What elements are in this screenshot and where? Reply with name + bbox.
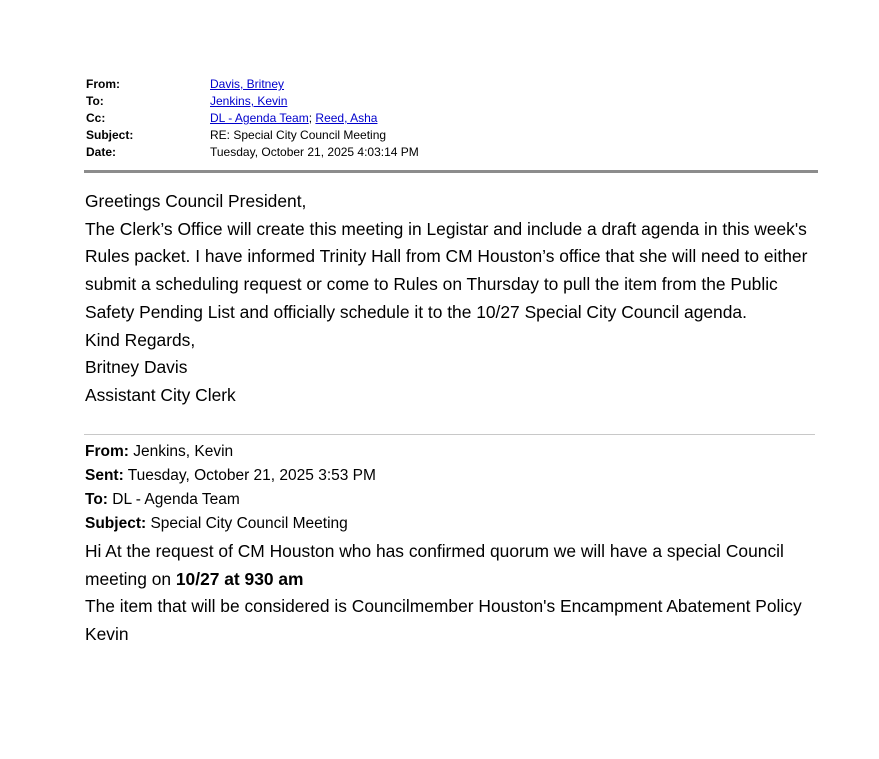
cc-link-agenda-team[interactable]: DL - Agenda Team	[210, 111, 309, 125]
quoted-to-value: DL - Agenda Team	[107, 491, 240, 508]
quoted-header	[85, 440, 376, 536]
quoted-line-1: Hi At the request of CM Houston who has confirmed quorum we will have a special Council meeting on 10/27 at 930 am	[85, 541, 784, 589]
subject-row	[86, 127, 419, 144]
quoted-from-row: From: Jenkins, Kevin	[85, 443, 234, 460]
quoted-to-row: To: DL - Agenda Team	[85, 491, 240, 508]
quoted-body	[85, 538, 825, 649]
from-label: From:	[86, 77, 120, 91]
quoted-subject-value: Special City Council Meeting	[146, 515, 348, 532]
from-row	[86, 76, 419, 93]
reply-paragraph: The Clerk’s Office will create this meeting in Legistar and include a draft agenda in this week's Rules packet. I have informed Trinity Hall from CM Houston’s office that she will need to either submit a scheduling request or come to Rules on Thursday to pull the item from the Public Safety Pending List and officially schedule it to the 10/27 Special City Council agenda.	[85, 218, 808, 322]
date-label: Date:	[86, 145, 117, 159]
subject-value: RE: Special City Council Meeting	[210, 128, 387, 142]
reply-body	[85, 188, 825, 410]
quoted-from-value: Jenkins, Kevin	[128, 443, 234, 460]
meeting-time: 10/27 at 930 am	[175, 568, 304, 589]
quoted-line-2: The item that will be considered is Councilmember Houston's Encampment Abatement Policy	[85, 596, 802, 617]
closing: Kind Regards,	[85, 329, 196, 350]
subject-label: Subject:	[86, 128, 134, 142]
to-label: To:	[86, 94, 104, 108]
email-header	[86, 76, 419, 161]
quoted-subject-row: Subject: Special City Council Meeting	[85, 515, 348, 532]
cc-label: Cc:	[86, 111, 106, 125]
signature-title: Assistant City Clerk	[85, 384, 236, 405]
quoted-signoff: Kevin	[85, 624, 129, 645]
date-value: Tuesday, October 21, 2025 4:03:14 PM	[210, 145, 419, 159]
greeting: Greetings Council President,	[85, 191, 307, 211]
quoted-sent-row: Sent: Tuesday, October 21, 2025 3:53 PM	[85, 467, 376, 484]
to-link[interactable]: Jenkins, Kevin	[210, 94, 288, 108]
date-row	[86, 144, 419, 161]
cc-link-reed[interactable]: Reed, Asha	[315, 111, 378, 125]
cc-separator: ;	[308, 111, 316, 125]
signature-name: Britney Davis	[85, 357, 188, 378]
header-divider	[84, 170, 818, 173]
to-row	[86, 93, 419, 110]
cc-row	[86, 110, 419, 127]
quoted-sent-value: Tuesday, October 21, 2025 3:53 PM	[123, 467, 376, 484]
quoted-divider	[84, 434, 815, 435]
from-link[interactable]: Davis, Britney	[210, 77, 285, 91]
